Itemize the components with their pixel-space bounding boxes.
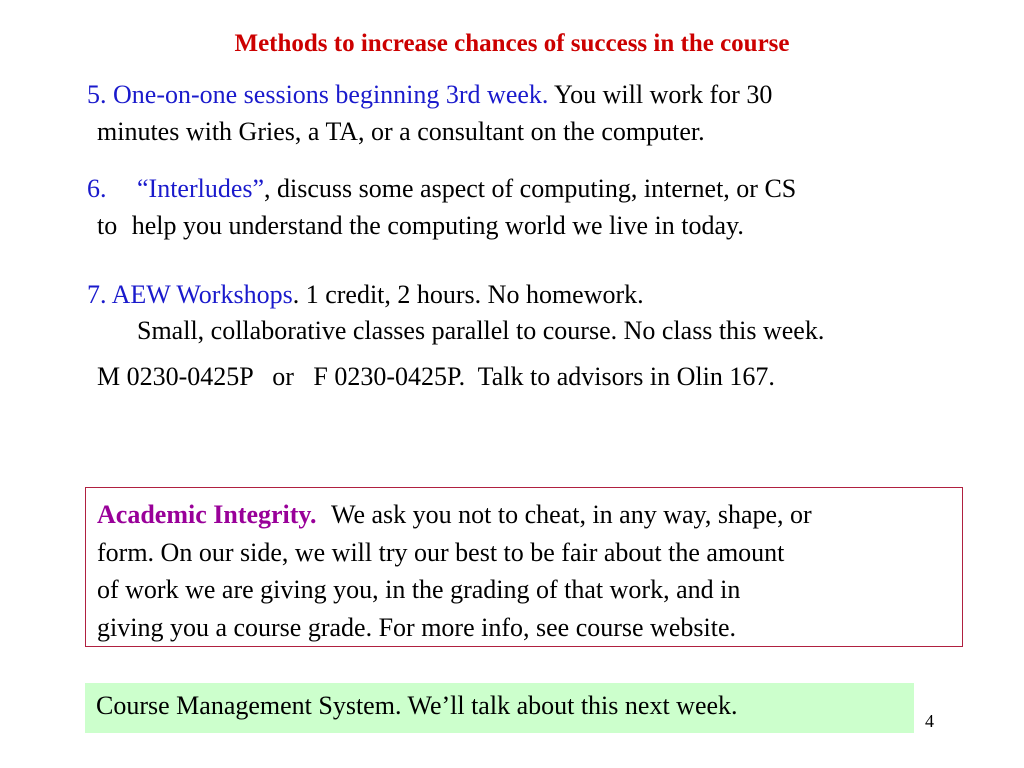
item-6-text-to: to [97, 211, 118, 240]
item-7-heading: AEW Workshops [111, 280, 293, 309]
item-7-number: 7. [87, 280, 107, 309]
integrity-text-1: We ask you not to cheat, in any way, shape, or [331, 500, 812, 529]
item-5-line-1 [87, 77, 772, 112]
integrity-line-2: form. On our side, we will try our best to be fair about the amount [97, 537, 785, 567]
integrity-line-1 [97, 496, 952, 534]
item-7-line-3: M 0230-0425P or F 0230-0425P. Talk to advisors in Olin 167. [97, 362, 775, 391]
item-6-text: , discuss some aspect of computing, internet, or CS [264, 174, 797, 203]
item-6-line-1 [87, 171, 796, 206]
item-6-line-2 [97, 208, 744, 243]
item-7-line-2: Small, collaborative classes parallel to course. No class this week. [137, 316, 825, 345]
item-5-text: You will work for 30 [548, 80, 773, 109]
integrity-heading: Academic Integrity. [97, 500, 317, 529]
item-6-heading: “Interludes” [137, 174, 265, 203]
academic-integrity-box [85, 487, 963, 647]
course-management-text: Course Management System. We’ll talk about this next week. [96, 691, 738, 720]
item-6-number: 6. [87, 174, 107, 203]
item-5-heading: One-on-one sessions beginning 3rd week. [113, 80, 549, 109]
item-5-line-2: minutes with Gries, a TA, or a consultant on the computer. [97, 117, 705, 146]
item-5-number: 5. [87, 80, 107, 109]
course-management-box [85, 683, 914, 733]
item-6-text-rest: help you understand the computing world we live in today. [131, 211, 744, 240]
slide-title: Methods to increase chances of success in the course [234, 30, 790, 57]
page-number: 4 [925, 711, 934, 731]
integrity-line-3: of work we are giving you, in the grading of that work, and in [97, 575, 741, 604]
integrity-line-4: giving you a course grade. For more info, see course website. [97, 612, 736, 642]
item-7-text: . 1 credit, 2 hours. No homework. [292, 280, 644, 309]
item-7-line-1 [87, 277, 644, 312]
